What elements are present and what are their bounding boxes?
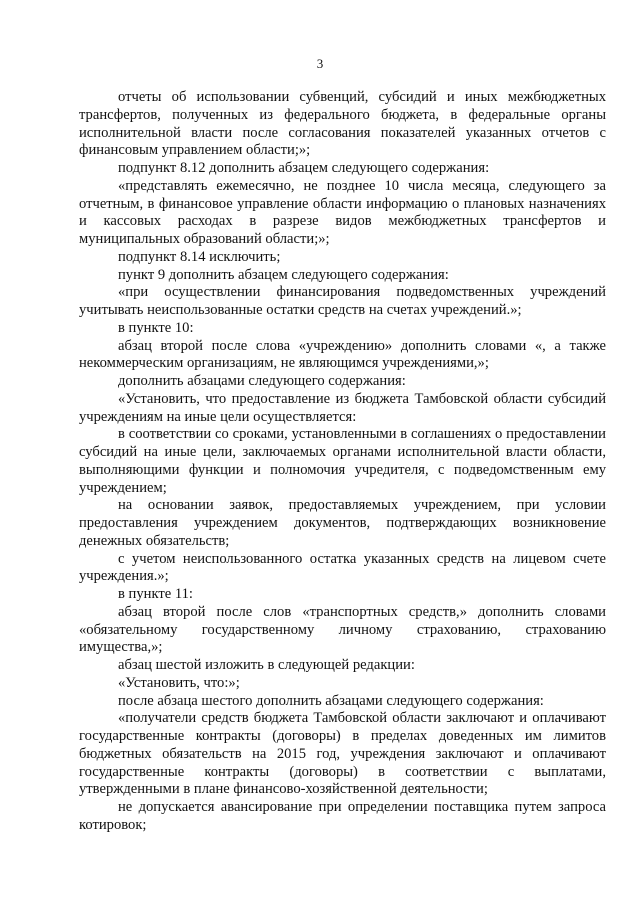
page-number: 3 [316, 56, 324, 71]
paragraph: пункт 9 дополнить абзацем следующего содержания: [118, 266, 449, 283]
paragraph: подпункт 8.12 дополнить абзацем следующего содержания: [118, 160, 490, 176]
paragraph: «представлять ежемесячно, не позднее 10 числа месяца, следующего за отчетным, в финансовое управление области информацию о плановых назначениях и кассовых расходах в разрезе видов межбюджетных трансфертов и муниципальных образований области;»; [79, 177, 606, 247]
paragraph: с учетом неиспользованного остатка указанных средств на лицевом счете учреждения.»; [79, 550, 606, 585]
paragraph: отчеты об использовании субвенций, субсидий и иных межбюджетных трансфертов, полученных из федерального бюджета, в федеральные органы исполнительной власти после согласования показателей указанных отчетов с финансовым управлением области;»; [79, 89, 606, 159]
paragraph: «Установить, что предоставление из бюджета Тамбовской области субсидий учреждениям на иные цели осуществляется: [79, 390, 606, 425]
paragraph: не допускается авансирование при определении поставщика путем запроса котировок; [79, 799, 606, 833]
paragraph: подпункт 8.14 исключить; [118, 248, 281, 265]
paragraph: на основании заявок, предоставляемых учреждением, при условии предоставления учреждением документов, подтверждающих возникновение денежных обязательств; [79, 497, 606, 549]
paragraph: абзац второй после слова «учреждению» дополнить словами «, а также некоммерческим организациям, не являющимся учреждениями,»; [79, 337, 606, 372]
paragraph: абзац шестой изложить в следующей редакции: [118, 657, 415, 673]
paragraph: дополнить абзацами следующего содержания: [118, 373, 406, 389]
paragraph: в пункте 10: [118, 319, 194, 336]
paragraph: «Установить, что:»; [118, 674, 240, 691]
paragraph: в пункте 11: [118, 586, 193, 602]
paragraph: абзац второй после слов «транспортных средств,» дополнить словами «обязательному государственному личному страхованию, страхованию имущества,»; [79, 603, 606, 656]
paragraph: «при осуществлении финансирования подведомственных учреждений учитывать неиспользованные остатки средств на счетах учреждений.»; [79, 284, 606, 318]
paragraph: в соответствии со сроками, установленными в соглашениях о предоставлении субсидий на иные цели, заключаемых органами исполнительной власти области, выполняющими функции и полномочия учредителя, с подведомственным ему учреждением; [79, 426, 606, 496]
paragraph: после абзаца шестого дополнить абзацами следующего содержания: [118, 692, 544, 709]
document-body [79, 89, 606, 835]
paragraph: «получатели средств бюджета Тамбовской области заключают и оплачивают государственные контракты (договоры) в пределах доведенных им лимитов бюджетных обязательств на 2015 год, учреждения заключают и оплачивают государственные контракты (договоры) в соответствии с выплатами, утвержденными в плане финансово-хозяйственной деятельности; [79, 710, 606, 798]
